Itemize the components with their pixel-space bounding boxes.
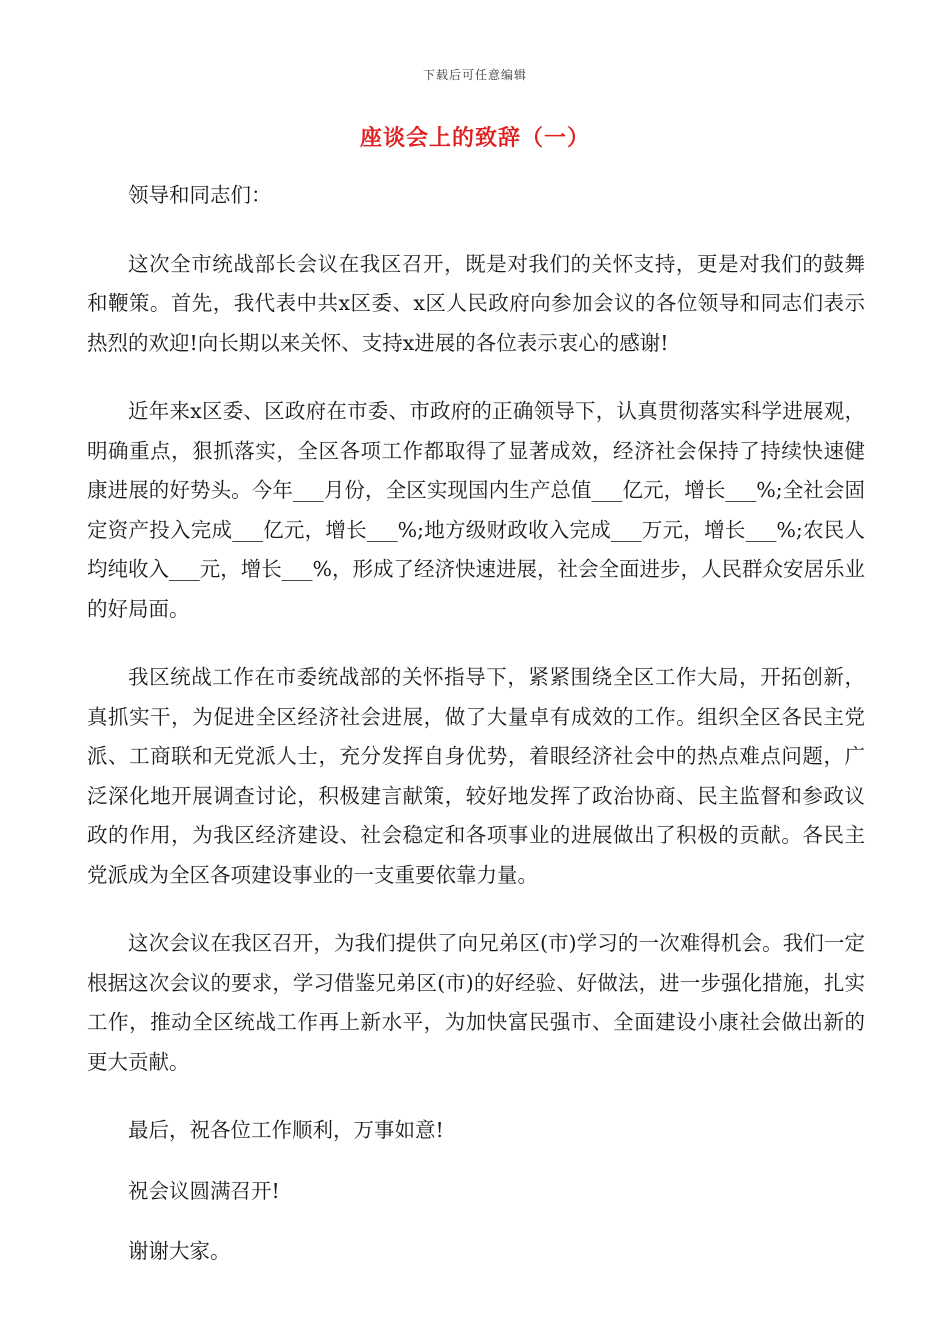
- salutation: 领导和同志们：: [128, 183, 272, 207]
- paragraph-welcome: 这次全市统战部长会议在我区召开，既是对我们的关怀支持，更是对我们的鼓舞和鞭策。首先，我代表中共x区委、x区人民政府向参加会议的各位领导和同志们表示热烈的欢迎!向长期以来关怀、支持x进展的各位表示衷心的感谢!: [87, 251, 865, 355]
- document-body: [87, 176, 865, 1293]
- header-note: 下载后可任意编辑: [422, 68, 527, 82]
- paragraph-united-front-work: 我区统战工作在市委统战部的关怀指导下，紧紧围绕全区工作大局，开拓创新，真抓实干，为促进全区经济社会进展，做了大量卓有成效的工作。组织全区各民主党派、工商联和无党派人士，充分发挥自身优势，着眼经济社会中的热点难点问题，广泛深化地开展调查讨论，积极建言献策，较好地发挥了政治协商、民主监督和参政议政的作用，为我区经济建设、社会稳定和各项事业的进展做出了积极的贡献。各民主党派成为全区各项建设事业的一支重要依靠力量。: [87, 665, 865, 887]
- document-title: 座谈会上的致辞（一）: [359, 125, 590, 151]
- closing-meeting-wish: 祝会议圆满召开!: [128, 1178, 280, 1203]
- paragraph-commitment: 这次会议在我区召开，为我们提供了向兄弟区(市)学习的一次难得机会。我们一定根据这次会议的要求，学习借鉴兄弟区(市)的好经验、好做法，进一步强化措施，扎实工作，推动全区统战工作再上新水平，为加快富民强市、全面建设小康社会做出新的更大贡献。: [87, 931, 865, 1074]
- paragraph-achievements: 近年来x区委、区政府在市委、市政府的正确领导下，认真贯彻落实科学进展观，明确重点，狠抓落实，全区各项工作都取得了显著成效，经济社会保持了持续快速健康进展的好势头。今年___月份，全区实现国内生产总值___亿元，增长___%;全社会固定资产投入完成___亿元，增长___%;地方级财政收入完成___万元，增长___%;农民人均纯收入___元，增长___%，形成了经济快速进展，社会全面进步，人民群众安居乐业的好局面。: [87, 399, 865, 621]
- closing-wishes: 最后，祝各位工作顺利，万事如意!: [128, 1118, 444, 1142]
- closing-thanks: 谢谢大家。: [128, 1239, 231, 1263]
